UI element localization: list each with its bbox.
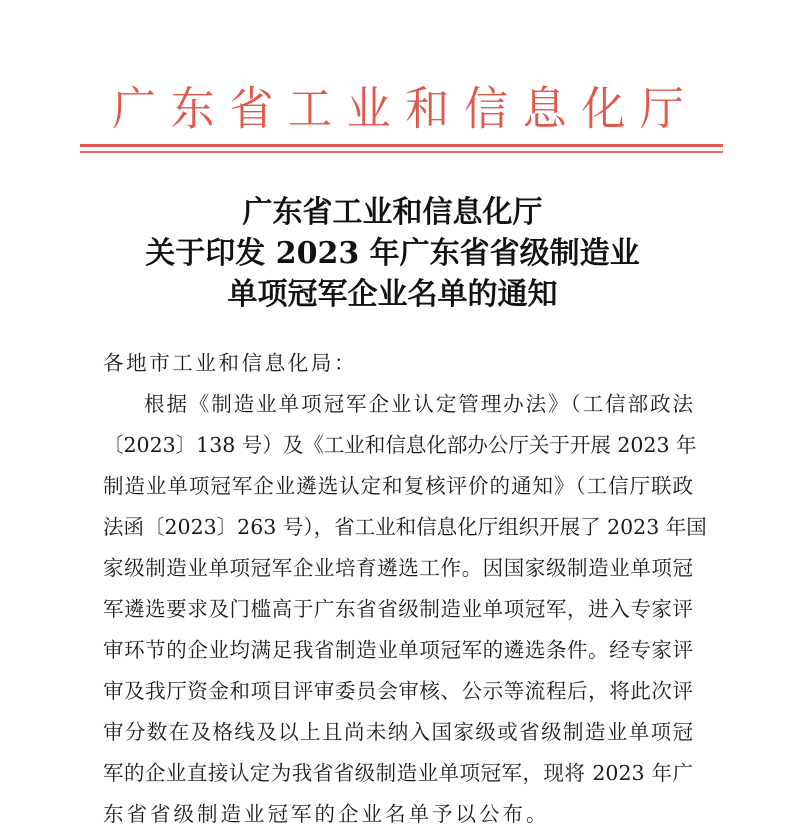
salutation: 各地市工业和信息化局： <box>103 351 358 375</box>
body-line: 〔2023〕138 号）及《工业和信息化部办公厅关于开展 2023 年 <box>103 433 697 457</box>
body-line: 审分数在及格线及以上且尚未纳入国家级或省级制造业单项冠 <box>103 720 693 744</box>
body-line: 审环节的企业均满足我省制造业单项冠军的遴选条件。经专家评 <box>103 638 693 662</box>
letterhead-char: 工 <box>287 82 332 137</box>
body-line: 根据《制造业单项冠军企业认定管理办法》（工信部政法 <box>144 392 693 416</box>
letterhead-char: 化 <box>581 82 626 137</box>
letterhead-char: 和 <box>405 82 450 137</box>
letterhead-divider-thin <box>80 151 723 153</box>
body-line: 审及我厅资金和项目评审委员会审核、公示等流程后，将此次评 <box>103 679 693 703</box>
document-body <box>103 343 707 835</box>
body-line: 东省省级制造业冠军的企业名单予以公布。 <box>103 802 550 826</box>
letterhead-char: 厅 <box>639 82 684 137</box>
document-title <box>0 192 785 315</box>
letterhead-char: 东 <box>170 82 215 137</box>
body-line: 法函〔2023〕263 号），省工业和信息化厅组织开展了 2023 年国 <box>103 515 707 539</box>
body-line: 制造业单项冠军企业遴选认定和复核评价的通知》（工信厅联政 <box>103 474 693 498</box>
title-line: 关于印发 2023 年广东省省级制造业 <box>145 236 640 271</box>
letterhead-char: 广 <box>112 82 156 137</box>
body-line: 家级制造业单项冠军企业培育遴选工作。因国家级制造业单项冠 <box>103 556 693 580</box>
letterhead-char: 息 <box>522 82 567 137</box>
letterhead-char: 省 <box>229 82 274 137</box>
title-line: 单项冠军企业名单的通知 <box>227 277 558 312</box>
letterhead-char: 业 <box>346 82 391 137</box>
letterhead-char: 信 <box>463 82 508 137</box>
letterhead-org-name <box>108 82 688 138</box>
body-line: 军遴选要求及门槛高于广东省省级制造业单项冠军，进入专家评 <box>103 597 693 621</box>
body-line: 军的企业直接认定为我省省级制造业单项冠军，现将 2023 年广 <box>103 761 693 785</box>
letterhead-divider-thick <box>80 144 723 147</box>
title-line: 广东省工业和信息化厅 <box>242 195 543 230</box>
